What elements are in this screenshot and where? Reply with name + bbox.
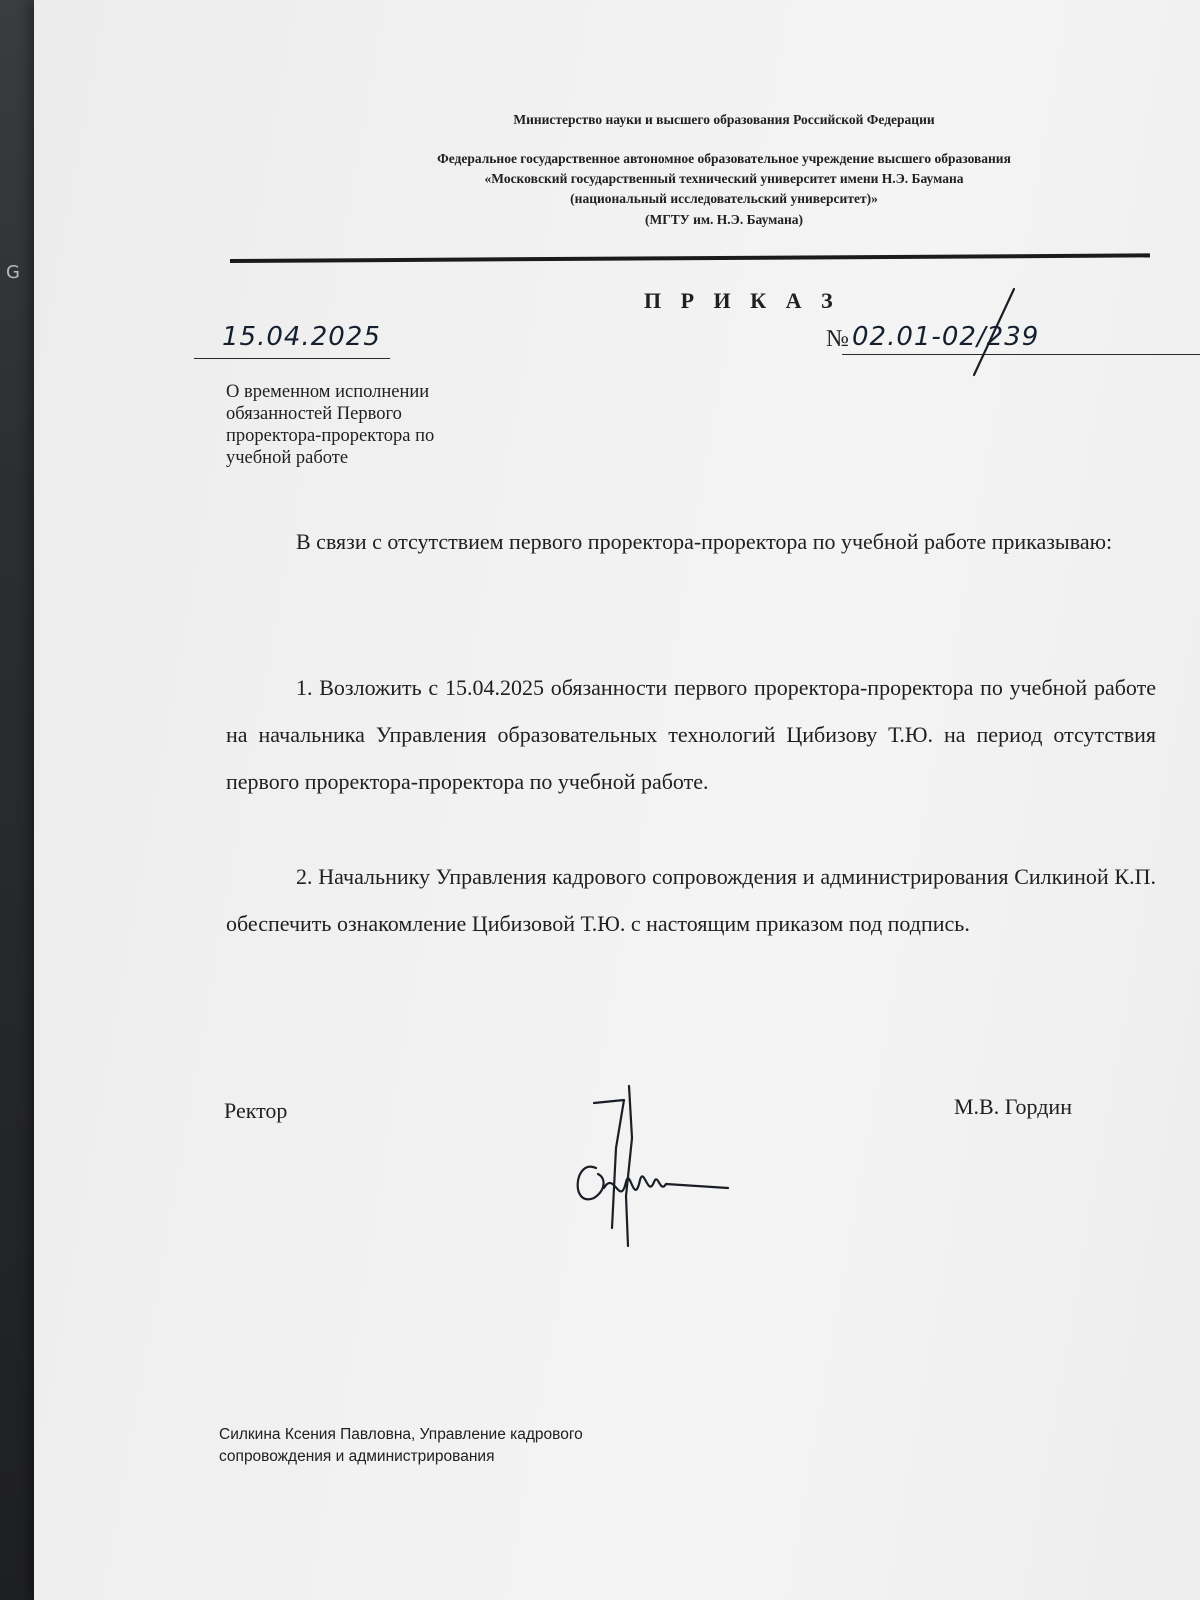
subject-line: проректора-проректора по bbox=[226, 426, 435, 446]
header-rule bbox=[230, 253, 1150, 263]
number-slash-stroke bbox=[964, 285, 1024, 380]
ministry-name: Министерство науки и высшего образования Российской Федерации bbox=[513, 112, 935, 127]
preamble-paragraph: В связи с отсутствием первого проректора-проректора по учебной работе приказываю: bbox=[296, 529, 1113, 554]
institution-short-name: (МГТУ им. Н.Э. Баумана) bbox=[644, 212, 804, 227]
signatory-position: Ректор bbox=[224, 1098, 288, 1123]
document-page bbox=[34, 0, 1200, 1600]
executor-note bbox=[219, 1424, 719, 1468]
executor-line: сопровождения и администрирования bbox=[219, 1448, 495, 1465]
institution-line-1: Федеральное государственное автономное образовательное учреждение высшего образования bbox=[437, 151, 1011, 166]
document-type-title: П Р И К А З bbox=[644, 288, 840, 313]
handwritten-date: 15.04.2025 bbox=[222, 322, 381, 352]
institution-line-2: «Московский государственный технический университет имени Н.Э. Баумана bbox=[484, 171, 964, 186]
subject-line: учебной работе bbox=[226, 448, 349, 468]
date-underline bbox=[194, 358, 390, 359]
institution-line-3: (национальный исследовательский университет)» bbox=[570, 191, 878, 206]
number-sign: № bbox=[826, 326, 849, 352]
executor-line: Силкина Ксения Павловна, Управление кадрового bbox=[219, 1426, 583, 1443]
subject-line: обязанностей Первого bbox=[226, 404, 402, 424]
order-item-2: 2. Начальнику Управления кадрового сопровождения и администрирования Силкиной К.П. обеспечить ознакомление Цибизовой Т.Ю. с настоящим приказом под подпись. bbox=[226, 864, 1156, 936]
handwritten-number: 02.01-02/239 bbox=[852, 322, 1040, 352]
signatory-name: М.В. Гордин bbox=[954, 1094, 1072, 1119]
order-subject bbox=[226, 381, 526, 469]
subject-line: О временном исполнении bbox=[226, 382, 430, 402]
screen-edge-glyph: G bbox=[6, 262, 20, 283]
handwritten-signature bbox=[534, 1078, 754, 1258]
order-item-1: 1. Возложить с 15.04.2025 обязанности первого проректора-проректора по учебной работе на начальника Управления образовательных технологий Цибизову Т.Ю. на период отсутствия первого проректора-проректора по учебной работе. bbox=[226, 675, 1156, 794]
